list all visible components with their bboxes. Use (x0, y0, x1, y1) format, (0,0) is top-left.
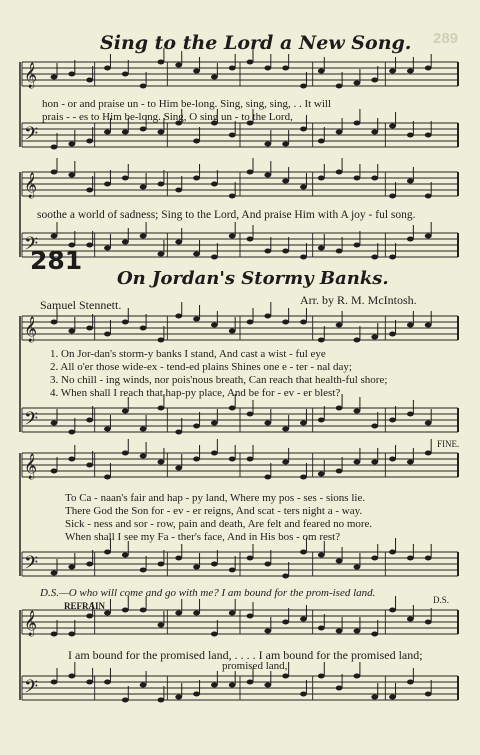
note-head (300, 550, 307, 555)
note-head (354, 338, 361, 343)
note-head (371, 695, 378, 700)
bass-clef: 𝄢 (24, 409, 39, 434)
note-head (371, 78, 378, 83)
note-head (211, 451, 218, 456)
verse-line: 1. On Jor-dan's storm-y banks I stand, And cast a wist - ful eye (50, 348, 326, 360)
note-head (389, 457, 396, 462)
note-head (158, 60, 165, 65)
ds-line: D.S.—O who will come and go with me? I am bound for the prom-ised land. (40, 587, 376, 599)
note-head (104, 332, 111, 337)
note-head (389, 194, 396, 199)
note-head (86, 418, 93, 423)
note-head (211, 75, 218, 80)
note-head (425, 194, 432, 199)
note-head (175, 611, 182, 616)
note-head (425, 234, 432, 239)
note-head (68, 565, 75, 570)
note-head (211, 683, 218, 688)
note-head (300, 84, 307, 89)
note-head (86, 139, 93, 144)
note-head (122, 320, 129, 325)
note-head (68, 632, 75, 637)
note-head (300, 617, 307, 622)
note-head (336, 84, 343, 89)
note-head (389, 608, 396, 613)
note-head (175, 430, 182, 435)
note-head (247, 170, 254, 175)
note-head (68, 430, 75, 435)
note-head (407, 237, 414, 242)
note-head (51, 320, 58, 325)
note-head (104, 66, 111, 71)
note-head (211, 632, 218, 637)
treble-clef: 𝄞 (24, 63, 38, 88)
note-head (318, 69, 325, 74)
hymn-title: On Jordan's Stormy Banks. (117, 268, 389, 289)
note-head (86, 78, 93, 83)
note-head (407, 323, 414, 328)
note-head (51, 680, 58, 685)
note-head (282, 460, 289, 465)
note-head (193, 611, 200, 616)
note-head (336, 629, 343, 634)
note-head (318, 553, 325, 558)
lyric-line: hon - or and praise un - to Him be-long. Sing, sing, sing, . . It will (42, 98, 332, 110)
note-head (354, 121, 361, 126)
note-head (158, 562, 165, 567)
note-head (407, 680, 414, 685)
refrain-line: promised land, (222, 660, 288, 672)
note-head (425, 620, 432, 625)
note-head (354, 409, 361, 414)
note-head (86, 463, 93, 468)
treble-clef: 𝄞 (24, 454, 38, 479)
note-head (104, 680, 111, 685)
note-head (229, 683, 236, 688)
note-head (336, 130, 343, 135)
note-head (247, 237, 254, 242)
verse-line: Sick - ness and sor - row, pain and death, Are felt and feared no more. (65, 518, 373, 530)
fine-mark: FINE. (437, 439, 460, 449)
note-head (371, 632, 378, 637)
note-head (300, 127, 307, 132)
note-head (407, 412, 414, 417)
note-head (229, 568, 236, 573)
note-head (229, 194, 236, 199)
note-head (300, 692, 307, 697)
note-head (407, 460, 414, 465)
note-head (354, 460, 361, 465)
note-head (140, 84, 147, 89)
note-head (264, 314, 271, 319)
note-head (264, 66, 271, 71)
note-head (264, 142, 271, 147)
note-head (86, 614, 93, 619)
note-head (211, 562, 218, 567)
note-head (371, 176, 378, 181)
note-head (211, 182, 218, 187)
note-head (371, 424, 378, 429)
note-head (318, 246, 325, 251)
note-head (354, 629, 361, 634)
note-head (282, 66, 289, 71)
note-head (175, 240, 182, 245)
note-head (247, 320, 254, 325)
note-head (264, 475, 271, 480)
note-head (282, 674, 289, 679)
note-head (425, 451, 432, 456)
note-head (104, 182, 111, 187)
verse-line: 2. All o'er those wide-ex - tend-ed plains Shines one e - ter - nal day; (50, 361, 352, 373)
note-head (140, 454, 147, 459)
note-head (140, 326, 147, 331)
note-head (51, 571, 58, 576)
note-head (140, 683, 147, 688)
note-head (389, 69, 396, 74)
bass-clef: 𝄢 (24, 677, 39, 702)
note-head (264, 421, 271, 426)
hymn-title-top: Sing to the Lord a New Song. (100, 32, 412, 54)
note-head (51, 170, 58, 175)
note-head (282, 142, 289, 147)
note-head (318, 139, 325, 144)
note-head (300, 421, 307, 426)
note-head (300, 255, 307, 260)
note-head (211, 421, 218, 426)
note-head (282, 320, 289, 325)
note-head (229, 611, 236, 616)
note-head (68, 457, 75, 462)
note-head (407, 69, 414, 74)
note-head (140, 608, 147, 613)
hymn-number: 281 (30, 246, 83, 275)
note-head (389, 332, 396, 337)
note-head (193, 317, 200, 322)
note-head (264, 629, 271, 634)
note-head (158, 338, 165, 343)
note-head (193, 69, 200, 74)
note-head (122, 409, 129, 414)
note-head (407, 617, 414, 622)
note-head (318, 472, 325, 477)
note-head (104, 475, 111, 480)
note-head (140, 234, 147, 239)
treble-clef: 𝄞 (24, 317, 38, 342)
note-head (371, 335, 378, 340)
note-head (425, 133, 432, 138)
note-head (68, 142, 75, 147)
note-head (336, 686, 343, 691)
note-head (247, 556, 254, 561)
note-head (122, 451, 129, 456)
note-head (104, 550, 111, 555)
note-head (122, 176, 129, 181)
note-head (193, 692, 200, 697)
note-head (354, 176, 361, 181)
note-head (425, 66, 432, 71)
note-head (158, 252, 165, 257)
note-head (229, 406, 236, 411)
refrain-label: REFRAIN (64, 601, 106, 611)
verse-line: There God the Son for - ev - er reigns, And scat - ters night a - way. (65, 505, 363, 517)
note-head (158, 182, 165, 187)
verse-line: To Ca - naan's fair and hap - py land, Where my pos - ses - sions lie. (65, 492, 366, 504)
note-head (68, 329, 75, 334)
note-head (282, 249, 289, 254)
note-head (140, 185, 147, 190)
note-head (389, 550, 396, 555)
note-head (68, 173, 75, 178)
note-head (104, 611, 111, 616)
note-head (282, 427, 289, 432)
note-head (264, 562, 271, 567)
note-head (193, 457, 200, 462)
note-head (336, 559, 343, 564)
note-head (122, 130, 129, 135)
note-head (371, 255, 378, 260)
note-head (389, 124, 396, 129)
note-head (247, 412, 254, 417)
verse-line: 3. No chill - ing winds, nor pois'nous breath, Can reach that health-ful shore; (50, 374, 388, 386)
note-head (175, 466, 182, 471)
note-head (247, 60, 254, 65)
note-head (282, 179, 289, 184)
note-head (300, 475, 307, 480)
note-head (140, 127, 147, 132)
note-head (354, 243, 361, 248)
note-head (86, 188, 93, 193)
note-head (354, 81, 361, 86)
page-number: 289 (433, 30, 459, 47)
note-head (300, 320, 307, 325)
note-head (51, 421, 58, 426)
verse-line: 4. When shall I reach that hap-py place, And be for - ev - er blest? (50, 387, 341, 399)
note-head (264, 173, 271, 178)
note-head (318, 418, 325, 423)
note-head (140, 427, 147, 432)
bass-clef: 𝄢 (24, 234, 39, 259)
note-head (318, 176, 325, 181)
note-head (371, 556, 378, 561)
note-head (175, 314, 182, 319)
note-head (158, 460, 165, 465)
note-head (318, 626, 325, 631)
note-head (389, 418, 396, 423)
note-head (264, 683, 271, 688)
note-head (371, 460, 378, 465)
note-head (175, 188, 182, 193)
note-head (354, 674, 361, 679)
note-head (104, 130, 111, 135)
note-head (336, 469, 343, 474)
note-head (318, 674, 325, 679)
note-head (336, 406, 343, 411)
author: Samuel Stennett. (40, 298, 122, 312)
note-head (158, 698, 165, 703)
note-head (282, 574, 289, 579)
note-head (211, 323, 218, 328)
refrain-line: I am bound for the promised land, . . . . I am bound for the promised land; (68, 648, 423, 662)
note-head (122, 240, 129, 245)
note-head (51, 145, 58, 150)
note-head (247, 457, 254, 462)
note-head (425, 692, 432, 697)
note-head (407, 556, 414, 561)
note-head (122, 608, 129, 613)
bass-clef: 𝄢 (24, 124, 39, 149)
note-head (51, 469, 58, 474)
bass-clef: 𝄢 (24, 553, 39, 578)
note-head (86, 680, 93, 685)
note-head (86, 326, 93, 331)
note-head (229, 133, 236, 138)
note-head (122, 698, 129, 703)
note-head (389, 695, 396, 700)
note-head (122, 553, 129, 558)
note-head (175, 63, 182, 68)
note-head (51, 75, 58, 80)
note-head (104, 427, 111, 432)
note-head (247, 614, 254, 619)
note-head (86, 562, 93, 567)
ds-mark: D.S. (433, 595, 450, 605)
note-head (336, 323, 343, 328)
note-head (193, 424, 200, 429)
verse-line: When shall I see my Fa - ther's face, And in His bos - om rest? (65, 531, 341, 543)
lyric-line: prais - - es to Him be-long. Sing, O sing un - to the Lord, (42, 111, 293, 123)
note-head (193, 176, 200, 181)
arranger: Arr. by R. M. McIntosh. (300, 293, 417, 307)
note-head (68, 72, 75, 77)
note-head (389, 255, 396, 260)
note-head (104, 246, 111, 251)
note-head (282, 620, 289, 625)
note-head (193, 565, 200, 570)
note-head (158, 623, 165, 628)
note-head (158, 406, 165, 411)
note-head (193, 252, 200, 257)
note-head (68, 674, 75, 679)
note-head (264, 249, 271, 254)
note-head (336, 170, 343, 175)
lyric-line: soothe a world of sadness; Sing to the Lord, And praise Him with A joy - ful song. (37, 209, 416, 221)
note-head (175, 695, 182, 700)
treble-clef: 𝄞 (24, 611, 38, 636)
note-head (300, 185, 307, 190)
note-head (407, 179, 414, 184)
note-head (51, 632, 58, 637)
note-head (425, 556, 432, 561)
note-head (193, 139, 200, 144)
note-head (247, 680, 254, 685)
note-head (158, 130, 165, 135)
note-head (51, 234, 58, 239)
note-head (336, 249, 343, 254)
note-head (229, 66, 236, 71)
note-head (122, 72, 129, 77)
note-head (407, 133, 414, 138)
note-head (371, 130, 378, 135)
treble-clef: 𝄞 (24, 173, 38, 198)
note-head (211, 255, 218, 260)
note-head (229, 234, 236, 239)
note-head (425, 421, 432, 426)
note-head (140, 568, 147, 573)
note-head (175, 556, 182, 561)
note-head (425, 323, 432, 328)
note-head (229, 457, 236, 462)
note-head (354, 565, 361, 570)
note-head (86, 243, 93, 248)
note-head (318, 338, 325, 343)
note-head (229, 329, 236, 334)
